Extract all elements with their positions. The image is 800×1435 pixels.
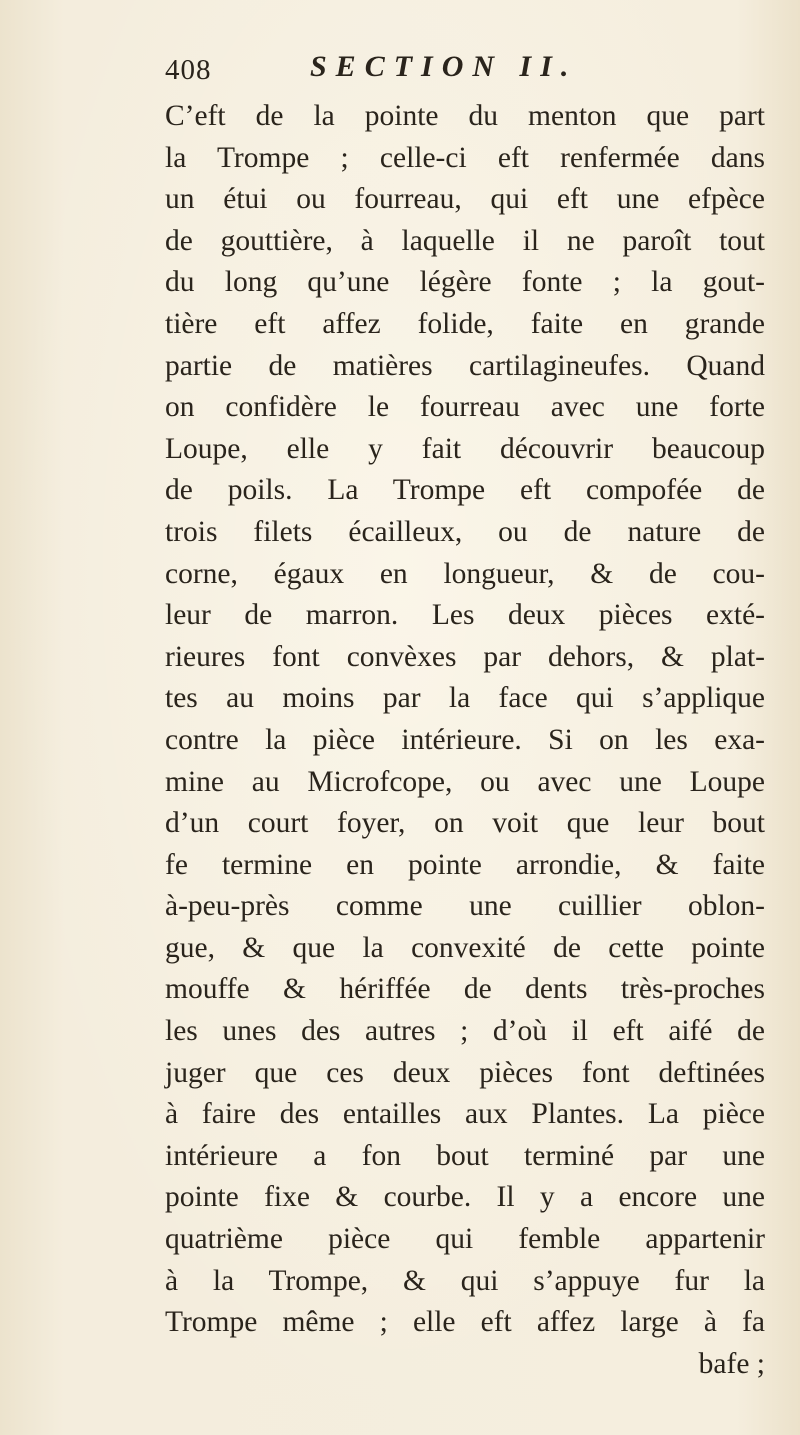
text-line: rieures font convèxes par dehors, & plat- [165, 640, 765, 673]
body-text [165, 96, 765, 1385]
text-line: à faire des entailles aux Plantes. La pièce [165, 1098, 765, 1131]
text-line: fe termine en pointe arrondie, & faite [165, 848, 765, 881]
text-line: juger que ces deux pièces font deftinées [165, 1056, 765, 1089]
text-line: tière eft affez folide, faite en grande [165, 307, 765, 340]
text-line: C’eft de la pointe du menton que part [165, 100, 765, 132]
text-line: à la Trompe, & qui s’appuye fur la [165, 1264, 765, 1297]
text-line: mine au Microfcope, ou avec une Loupe [165, 765, 765, 798]
text-line: d’un court foyer, on voit que leur bout [165, 807, 765, 840]
text-line: de poils. La Trompe eft compofée de [165, 474, 765, 507]
text-line: on confidère le fourreau avec une forte [165, 391, 765, 424]
text-line: trois filets écailleux, ou de nature de [165, 515, 765, 548]
text-line: Trompe même ; elle eft affez large à fa [165, 1306, 765, 1339]
text-line: à-peu-près comme une cuillier oblon- [165, 890, 765, 923]
text-line: de gouttière, à laquelle il ne paroît tout [165, 224, 765, 257]
text-line: la Trompe ; celle-ci eft renfermée dans [165, 141, 765, 174]
running-head: SECTION II. [310, 50, 578, 83]
text-line: du long qu’une légère fonte ; la gout- [165, 266, 765, 299]
text-line: contre la pièce intérieure. Si on les exa- [165, 723, 765, 756]
text-line: quatrième pièce qui femble appartenir [165, 1223, 765, 1256]
text-line: pointe fixe & courbe. Il y a encore une [165, 1181, 765, 1214]
text-line: Loupe, elle y fait découvrir beaucoup [165, 432, 765, 465]
text-line: les unes des autres ; d’où il eft aifé de [165, 1015, 765, 1048]
text-line: mouffe & hériffée de dents très-proches [165, 973, 765, 1006]
page-header [165, 50, 765, 94]
text-line: un étui ou fourreau, qui eft une efpèce [165, 183, 765, 216]
text-line: gue, & que la convexité de cette pointe [165, 931, 765, 964]
text-line: tes au moins par la face qui s’applique [165, 682, 765, 715]
page-number: 408 [165, 54, 212, 86]
catchword: bafe ; [698, 1347, 765, 1380]
text-line: corne, égaux en longueur, & de cou- [165, 557, 765, 590]
text-line: leur de marron. Les deux pièces exté- [165, 599, 765, 632]
text-line: partie de matières cartilagineufes. Quand [165, 349, 765, 382]
text-line: intérieure a fon bout terminé par une [165, 1139, 765, 1172]
